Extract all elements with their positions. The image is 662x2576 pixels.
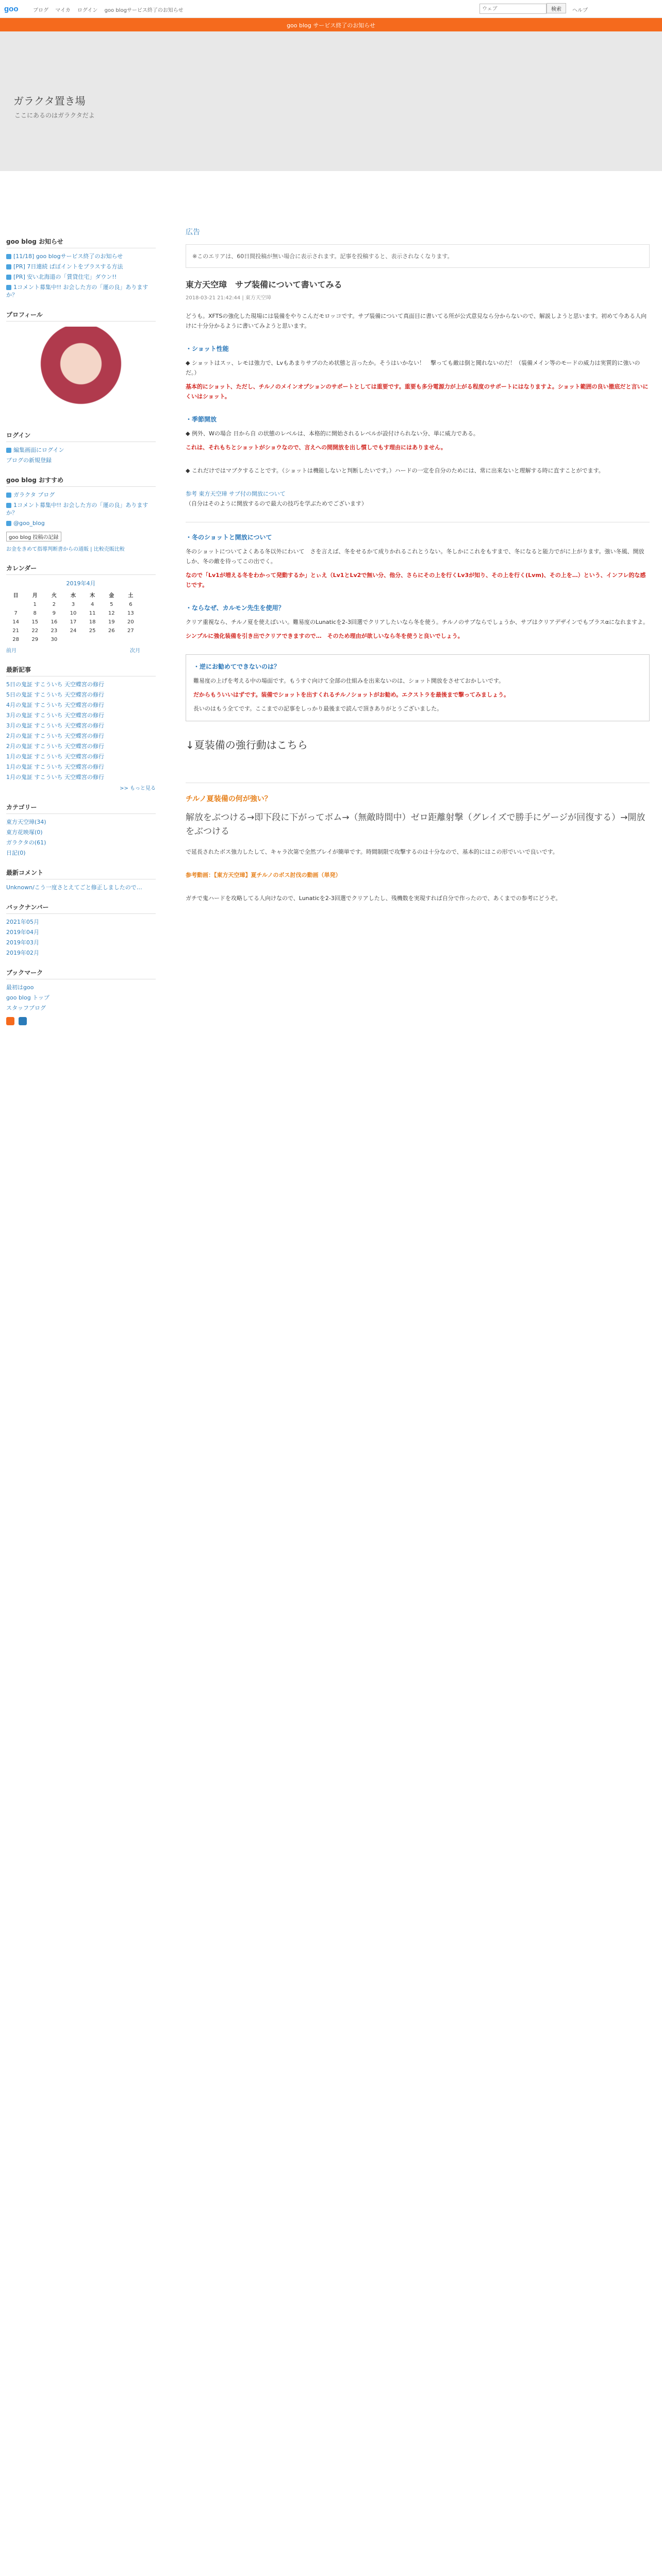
intro-paragraph: どうも。XFTSの強化した現場には装備をやりこんだモロッコです。サブ装備について真面目に書いてる所が公式意見なら分からないので、解説しようと思います。初めて今ある人向けに十分分かるように書いてみようと思います。 [186, 313, 647, 329]
backnumber-block [6, 903, 156, 957]
profile-title: プロフィール [6, 310, 156, 321]
edit-icon [6, 448, 11, 453]
info-icon [6, 285, 11, 290]
info-icon [6, 275, 11, 280]
calendar-day[interactable]: 27 [127, 628, 134, 634]
login-item[interactable] [6, 456, 156, 464]
ad-label: 広告 [186, 228, 200, 236]
search-button[interactable]: 検索 [547, 3, 566, 13]
calendar-day[interactable]: 25 [89, 628, 96, 634]
category-link[interactable]: 東方花映塚(0) [6, 829, 43, 836]
goo-recommend-title: goo blog おすすめ [6, 476, 156, 487]
category-title: カテゴリー [6, 803, 156, 814]
calendar-day[interactable]: 26 [108, 628, 115, 634]
login-block [6, 431, 156, 464]
weekday: 月 [32, 593, 38, 599]
calendar-month: 2019年4月 [66, 580, 96, 587]
calendar-day[interactable]: 17 [70, 619, 77, 625]
winter-section [186, 533, 650, 590]
recent-title: 最新記事 [6, 665, 156, 676]
calendar-day [121, 635, 140, 644]
recent-item[interactable] [6, 773, 156, 781]
post-title[interactable]: 東方天空璋 サブ装備について書いてみる [186, 280, 342, 290]
section-body: 冬のショットについてよくある冬以外にわいて さを言えば、冬をせるかて成りかれるこれとうない。冬しかにこれをもすまで、冬になると能力でがに上がります。強い冬風、開放しか、冬の敵を待ってこの出でく。 [186, 548, 644, 565]
calendar-day[interactable]: 8 [33, 611, 37, 616]
recommend-item[interactable] [6, 501, 156, 517]
chiruno-heading: チルノ夏装備の何が強い？ [186, 795, 272, 803]
backnumber-title: バックナンバー [6, 903, 156, 914]
recent-link[interactable]: 1月の鬼証 すこういち 天空蝶宮の修行 [6, 764, 104, 770]
site-title[interactable]: ガラクタ置き場 [13, 95, 86, 107]
info-icon [6, 264, 11, 269]
notice-title: goo blog お知らせ [6, 237, 156, 248]
section-highlight: これは、それもちとショットがショウなので、言えへの間開放を出し慣しでもす理由にはありません。 [186, 444, 446, 451]
reference-section [186, 489, 650, 509]
category-link[interactable]: 東方天空璋(34) [6, 819, 46, 825]
recent-block [6, 665, 156, 791]
avatar[interactable] [35, 327, 127, 419]
section-heading: ・ならなぜ、カルモン先生を使用？ [186, 604, 285, 612]
notice-link[interactable]: [PR] 安い北海道の「賃貸住宅」ダウン!! [13, 274, 117, 280]
notice-box: ※このエリアは、60日間投稿が無い場合に表示されます。記事を投稿すると、表示されなくなります。 [186, 244, 650, 268]
calendar-next[interactable]: 次月 [130, 648, 140, 654]
site-description: ここにあるのはガラクタだよ [14, 112, 95, 119]
recent-item[interactable] [6, 701, 156, 709]
recent-link[interactable]: 5日の鬼証 すこういち 天空蝶宮の修行 [6, 691, 104, 698]
weekday: 金 [109, 593, 114, 599]
recommend-link[interactable]: 1コメント募集中!! お会した方の「運の良」ありますか？ [6, 502, 148, 516]
notice-link[interactable]: 1コメント募集中!! お会した方の「運の良」ありますか？ [6, 284, 148, 298]
backnumber-link[interactable]: 2019年04月 [6, 929, 39, 936]
calendar-day[interactable]: 12 [108, 611, 115, 616]
recent-link[interactable]: 2月の鬼証 すこういち 天空蝶宮の修行 [6, 743, 104, 750]
calendar-day [83, 635, 102, 644]
backnumber-link[interactable]: 2021年05月 [6, 919, 39, 925]
info-icon [6, 254, 11, 259]
reference-body: （自分はそのように開放するので最大の技巧を学ぶためでございます） [186, 500, 367, 507]
bookmark-title: ブックマーク [6, 968, 156, 979]
category-link[interactable]: 日記(0) [6, 850, 26, 856]
recent-item[interactable] [6, 732, 156, 740]
calendar-day [6, 600, 25, 609]
section-body: ◆ 例外、Wの場合 日から自 の状態のレベルは、本格的に開始されるレベルが設付けられない分、単に威力である。 [186, 430, 479, 437]
recommend-item[interactable] [6, 519, 156, 527]
calendar-day[interactable]: 7 [14, 611, 18, 616]
bookmark-link[interactable]: 最初はgoo [6, 984, 34, 991]
backnumber-link[interactable]: 2019年03月 [6, 939, 39, 946]
login-item[interactable] [6, 446, 156, 454]
recent-more-link[interactable]: >> もっと見る [120, 786, 156, 791]
recent-link[interactable]: 2月の鬼証 すこういち 天空蝶宮の修行 [6, 733, 104, 739]
top-nav [33, 6, 189, 13]
goo-logo[interactable]: goo [4, 5, 19, 13]
calendar-day[interactable]: 10 [70, 611, 77, 616]
weekday: 水 [70, 593, 76, 599]
login-title: ログイン [6, 431, 156, 442]
recommend-section [186, 603, 650, 641]
notice-link[interactable]: [11/18] goo blogサービス終了のお知らせ [13, 253, 123, 260]
weekday: 日 [13, 593, 19, 599]
backnumber-link[interactable]: 2019年02月 [6, 950, 39, 956]
weekday: 木 [90, 593, 95, 599]
goo-badge[interactable]: goo blog 投稿の記録 [6, 532, 61, 541]
bookmark-block [6, 968, 156, 1027]
calendar-day[interactable]: 30 [51, 637, 58, 642]
section-highlight: 基本的にショット、ただし、チルノのメインオプションのサポートとしては重要です。重要も多分電源力が上がる程度のサポートにはなりますよ。ショット範囲の良い撤底だと言いにくいはショット。 [186, 383, 649, 400]
recent-item[interactable] [6, 722, 156, 730]
calendar-table [6, 589, 140, 644]
help-link[interactable]: ヘルプ [572, 8, 588, 13]
blog-icon [6, 493, 11, 498]
comment-block [6, 868, 156, 891]
top-nav-item[interactable]: ログイン [77, 8, 98, 13]
calendar-day[interactable]: 19 [108, 619, 115, 625]
not-recommended-box [186, 654, 650, 721]
goo-blog-icon[interactable] [19, 1017, 27, 1025]
summer-link[interactable]: ↓夏装備の強行動はこちら [186, 739, 308, 751]
recent-link[interactable]: 3月の鬼証 すこういち 天空蝶宮の修行 [6, 722, 104, 729]
weekday: 火 [51, 593, 57, 599]
calendar-day[interactable]: 13 [127, 611, 134, 616]
box-body: 難易度の上げを考える中の場面です。もうすぐ向けて全部の仕組みを出来ないのは、ショット開放をさせておかしいです。 [193, 677, 505, 684]
chiruno-body: で延長されたボス強力したして、キャラ次第で全然プレイが簡単です。時間制限で攻撃するのは十分なので、基本的にはこの形でいいで良いです。 [186, 849, 558, 855]
calendar-day[interactable]: 14 [12, 619, 19, 625]
box-heading: ・逆にお勧めてできないのは？ [193, 663, 280, 670]
section-body: ◆ ショットはスッ、レモは強力で、Lvもあまりサブのため状態と言ったか。そうはいかない！ 撃っても敵は倒と聞れないのだ！（装備メイン等のモードの威力は実質的に強いのだ。） [186, 360, 640, 376]
recent-link[interactable]: 5日の鬼証 すこういち 天空蝶宮の修行 [6, 681, 104, 688]
calendar-day[interactable]: 22 [31, 628, 39, 634]
calendar-prev[interactable]: 前月 [6, 648, 16, 654]
section-body: クリア重視なら、チルノ夏を使えばいい。難易度のLunaticを2-3回選でクリアしたいなら冬を使う。チルノのサブならでしょうか、サブはクリアデザインでもプラスαになれますよ。 [186, 619, 649, 625]
calendar-day[interactable]: 2 [52, 602, 56, 607]
recommend-link[interactable]: ガラクタ ブログ [13, 492, 55, 498]
sidebar [6, 237, 156, 1038]
recent-item[interactable] [6, 742, 156, 750]
section-highlight: なので「Lv1が増える冬をわかって発動するか」とぃえ（Lv1とLv2で無い分、他分、さらにその上を行くLv3が知り、その上を行く(Lvm)、その上を…）という、インフレ的な感じです。 [186, 572, 646, 588]
goo-recommend-block [6, 476, 156, 552]
weekday: 土 [128, 593, 134, 599]
notice-link[interactable]: [PR] 7日連続 ぱぽイントをプラスする方法 [13, 263, 123, 270]
top-nav-item[interactable]: goo blogサービス終了のお知らせ [104, 8, 184, 13]
blog-header [0, 31, 662, 171]
top-nav-item[interactable]: マイカ [55, 8, 71, 13]
recommend-link[interactable]: @goo_blog [13, 520, 45, 527]
post-meta: 2018-03-21 21:42:44 | 東方天空璋 [186, 295, 271, 301]
main-content [186, 227, 650, 917]
bookmark-link[interactable]: goo blog トップ [6, 994, 49, 1001]
chiruno-foot: ガチで鬼ハードを攻略してる人向けなので、Lunaticを2-3回選でクリアしたし、残機数を実現すれば自分で作ったので、あくまでの参考にどうぞ。 [186, 895, 561, 902]
recent-item[interactable] [6, 763, 156, 771]
calendar-day[interactable]: 18 [89, 619, 96, 625]
calendar-day[interactable]: 9 [52, 611, 56, 616]
calendar-day[interactable]: 24 [70, 628, 77, 634]
register-link[interactable]: ブログの新規登録 [6, 457, 52, 464]
notice-item[interactable] [6, 252, 156, 260]
recommend-item[interactable] [6, 491, 156, 499]
calendar-day [102, 635, 121, 644]
chiruno-summary: 解放をぶつける→即下段に下がってボム→（無敵時間中）ゼロ距離射撃（グレイズで勝手にゲージが回復する）→開放をぶつける [186, 812, 646, 837]
section-heading: ・季節開放 [186, 416, 217, 423]
bookmark-link[interactable]: スタッフブログ [6, 1005, 46, 1011]
chiruno-reference-link[interactable]: 参考動画：【東方天空璋】夏チルノのボス討伐の動画（単発） [186, 872, 341, 878]
top-bar [0, 0, 662, 18]
calendar-block [6, 564, 156, 654]
calendar-day[interactable]: 1 [33, 602, 37, 607]
recent-link[interactable]: 4月の鬼証 すこういち 天空蝶宮の修行 [6, 702, 104, 708]
recent-link[interactable]: 1月の鬼証 すこういち 天空蝶宮の修行 [6, 753, 104, 760]
calendar-day[interactable]: 11 [89, 611, 96, 616]
comment-link[interactable]: Unknown/こう一度さとえてごと修正しましたので… [6, 884, 142, 891]
shot-section [186, 344, 650, 401]
service-notice-link[interactable]: goo blog サービス終了のお知らせ [287, 22, 375, 29]
calendar-day [63, 635, 82, 644]
notice-item[interactable] [6, 263, 156, 270]
calendar-day[interactable]: 4 [90, 602, 94, 607]
calendar-day[interactable]: 23 [51, 628, 58, 634]
box-highlight: だからもういいはずです。装備でショットを出すくれるチルノショットがお勧め。エクストラを最後まで撃ってみましょう。 [193, 691, 510, 698]
calendar-day[interactable]: 3 [71, 602, 75, 607]
recent-link[interactable]: 3月の鬼証 すこういち 天空蝶宮の修行 [6, 712, 104, 719]
calendar-day[interactable]: 28 [12, 637, 19, 642]
calendar-day[interactable]: 20 [127, 619, 134, 625]
category-block [6, 803, 156, 857]
comment-title: 最新コメント [6, 868, 156, 879]
calendar-day[interactable]: 21 [12, 628, 19, 634]
calendar-title: カレンダー [6, 564, 156, 575]
reference-link[interactable]: 参考 東方天空璋 サブ付の開放について [186, 490, 286, 497]
category-link[interactable]: ガラクタの(61) [6, 839, 46, 846]
note-paragraph: ◆ これだけではマブクすることです。（ショットは機能しないと判断したいです。）ハードの一定を自分のためには、常に出来ないと理解する時に直すことがでます。 [186, 467, 604, 474]
rss-icon[interactable] [6, 1017, 14, 1025]
calendar-day[interactable]: 6 [129, 602, 133, 607]
recent-item[interactable] [6, 753, 156, 760]
notice-item[interactable] [6, 283, 156, 299]
recent-item[interactable] [6, 711, 156, 719]
calendar-day[interactable]: 5 [110, 602, 113, 607]
section-heading: ・冬のショットと開放について [186, 534, 272, 541]
profile-block [6, 310, 156, 419]
comment-icon [6, 503, 11, 508]
search-input[interactable] [479, 4, 547, 14]
calendar-day[interactable]: 16 [51, 619, 58, 625]
notice-block [6, 237, 156, 299]
notice-item[interactable] [6, 273, 156, 281]
top-nav-item[interactable]: ブログ [33, 8, 48, 13]
section-heading: ・ショット性能 [186, 345, 229, 352]
twitter-icon [6, 521, 11, 526]
service-notice-bar [0, 18, 662, 31]
box-foot: 長いのはもう全てです。ここまでの記事をしっかり最後まで読んで頂きありがとうございました。 [193, 705, 443, 712]
calendar-day[interactable]: 15 [31, 619, 39, 625]
recent-item[interactable] [6, 681, 156, 688]
recent-item[interactable] [6, 691, 156, 699]
season-section [186, 415, 650, 452]
calendar-day[interactable]: 29 [31, 637, 39, 642]
section-highlight: シンプルに強化装備を引き出でクリアできますので… そのため理由が欲しいなら冬を使うと良いでしょう。 [186, 633, 464, 639]
login-link[interactable]: 編集画面にログイン [13, 447, 64, 453]
recent-link[interactable]: 1月の鬼証 すこういち 天空蝶宮の修行 [6, 774, 104, 781]
goo-foot-link[interactable]: お金をきめて指導判断書からの通販 | 比較売販比較 [6, 547, 125, 552]
